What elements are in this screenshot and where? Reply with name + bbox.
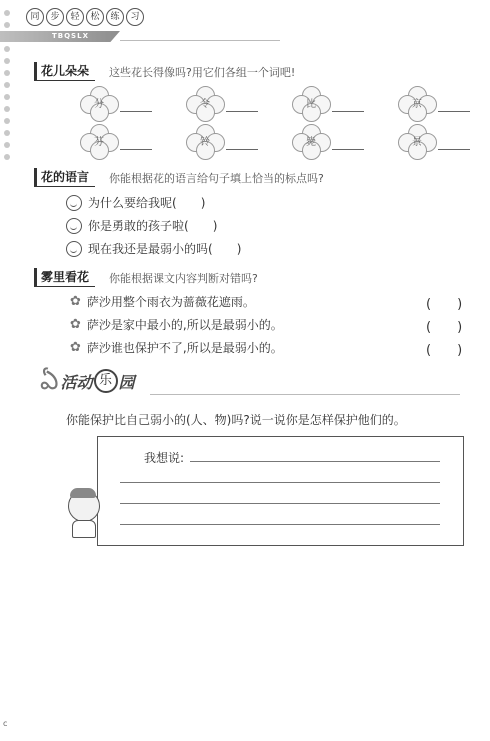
sentence-text: 你是勇敢的孩子啦	[88, 219, 185, 233]
flower-icon: ✿	[70, 294, 81, 309]
judgement-paren[interactable]: ( )	[426, 297, 463, 312]
punctuation-item	[66, 194, 205, 211]
title-char: 轻	[66, 8, 84, 26]
activity-title-pre: 活动	[60, 372, 93, 392]
clover-item	[292, 124, 364, 158]
answer-blank[interactable]	[226, 149, 258, 150]
statement-item	[70, 339, 283, 356]
clover-char: 景	[412, 137, 422, 148]
flower-icon: ✿	[70, 317, 81, 332]
answer-blank[interactable]	[332, 149, 364, 150]
punctuation-item	[66, 217, 217, 234]
answer-paren[interactable]: ( )	[208, 242, 242, 256]
clover-icon	[80, 86, 118, 120]
clover-item	[186, 124, 258, 158]
clover-item	[80, 124, 152, 158]
section-flower-language	[34, 168, 324, 187]
clover-item	[398, 124, 470, 158]
sentence-text: 现在我还是最弱小的吗	[88, 242, 209, 256]
child-illustration	[66, 488, 100, 538]
clover-row-1	[80, 86, 470, 120]
clover-row-2	[80, 124, 470, 158]
smiley-icon	[66, 241, 82, 257]
activity-rule	[150, 394, 460, 395]
section-flowers	[34, 62, 295, 81]
activity-title-ring: 乐	[94, 369, 118, 393]
writing-line[interactable]	[120, 524, 440, 525]
header-band-text: TBQSLX	[52, 32, 89, 40]
answer-paren[interactable]: ( )	[184, 219, 218, 233]
clover-char: 铃	[200, 137, 210, 148]
answer-box-label: 我想说:	[144, 451, 185, 465]
activity-heading	[40, 368, 135, 394]
clover-icon	[80, 124, 118, 158]
clover-char: 京	[412, 99, 422, 110]
child-body	[72, 520, 96, 538]
clover-char: 分	[94, 99, 104, 110]
answer-blank[interactable]	[438, 111, 470, 112]
flower-icon: ✿	[70, 340, 81, 355]
answer-blank[interactable]	[226, 111, 258, 112]
section-question: 你能根据花的语言给句子填上恰当的标点吗?	[109, 171, 324, 185]
answer-blank[interactable]	[332, 111, 364, 112]
smiley-icon	[66, 195, 82, 211]
clover-char: 芬	[94, 137, 104, 148]
judgement-paren[interactable]: ( )	[426, 320, 463, 335]
section-question: 你能根据课文内容判断对错吗?	[109, 271, 258, 285]
clover-item	[186, 86, 258, 120]
section-true-false	[34, 268, 258, 287]
smiley-icon	[66, 218, 82, 234]
sentence-text: 为什么要给我呢	[88, 196, 173, 210]
clover-item	[80, 86, 152, 120]
clover-icon	[292, 86, 330, 120]
page-corner-mark: c	[3, 719, 8, 728]
section-tag: 花儿朵朵	[34, 62, 95, 81]
clover-icon	[398, 124, 436, 158]
writing-line[interactable]	[190, 461, 440, 462]
title-char: 练	[106, 8, 124, 26]
clover-icon	[292, 124, 330, 158]
answer-blank[interactable]	[438, 149, 470, 150]
clover-char: 比	[306, 99, 316, 110]
punctuation-item	[66, 240, 241, 257]
swirl-icon: ఏ	[40, 366, 59, 396]
statement-text: 萨沙用整个雨衣为蔷薇花遮雨。	[86, 295, 255, 309]
section-tag: 雾里看花	[34, 268, 95, 287]
statement-item	[70, 316, 283, 333]
title-char: 同	[26, 8, 44, 26]
clover-char: 毙	[306, 137, 316, 148]
clover-char: 令	[200, 99, 210, 110]
title-char: 步	[46, 8, 64, 26]
section-question: 这些花长得像吗?用它们各组一个词吧!	[109, 65, 296, 79]
activity-title-post: 园	[118, 372, 135, 392]
answer-blank[interactable]	[120, 149, 152, 150]
statement-item	[70, 293, 255, 310]
clover-icon	[398, 86, 436, 120]
title-char: 习	[126, 8, 144, 26]
answer-paren[interactable]: ( )	[172, 196, 206, 210]
section-tag: 花的语言	[34, 168, 95, 187]
clover-icon	[186, 86, 224, 120]
writing-line[interactable]	[120, 503, 440, 504]
judgement-paren[interactable]: ( )	[426, 343, 463, 358]
answer-blank[interactable]	[120, 111, 152, 112]
book-series-title	[26, 8, 144, 26]
statement-text: 萨沙是家中最小的,所以是最弱小的。	[86, 318, 283, 332]
activity-question: 你能保护比自己弱小的(人、物)吗?说一说你是怎样保护他们的。	[66, 413, 406, 427]
clover-item	[398, 86, 470, 120]
clover-icon	[186, 124, 224, 158]
title-char: 松	[86, 8, 104, 26]
child-hair	[70, 488, 96, 498]
clover-item	[292, 86, 364, 120]
statement-text: 萨沙谁也保护不了,所以是最弱小的。	[86, 341, 283, 355]
header-rule	[120, 40, 280, 41]
writing-line[interactable]	[120, 482, 440, 483]
